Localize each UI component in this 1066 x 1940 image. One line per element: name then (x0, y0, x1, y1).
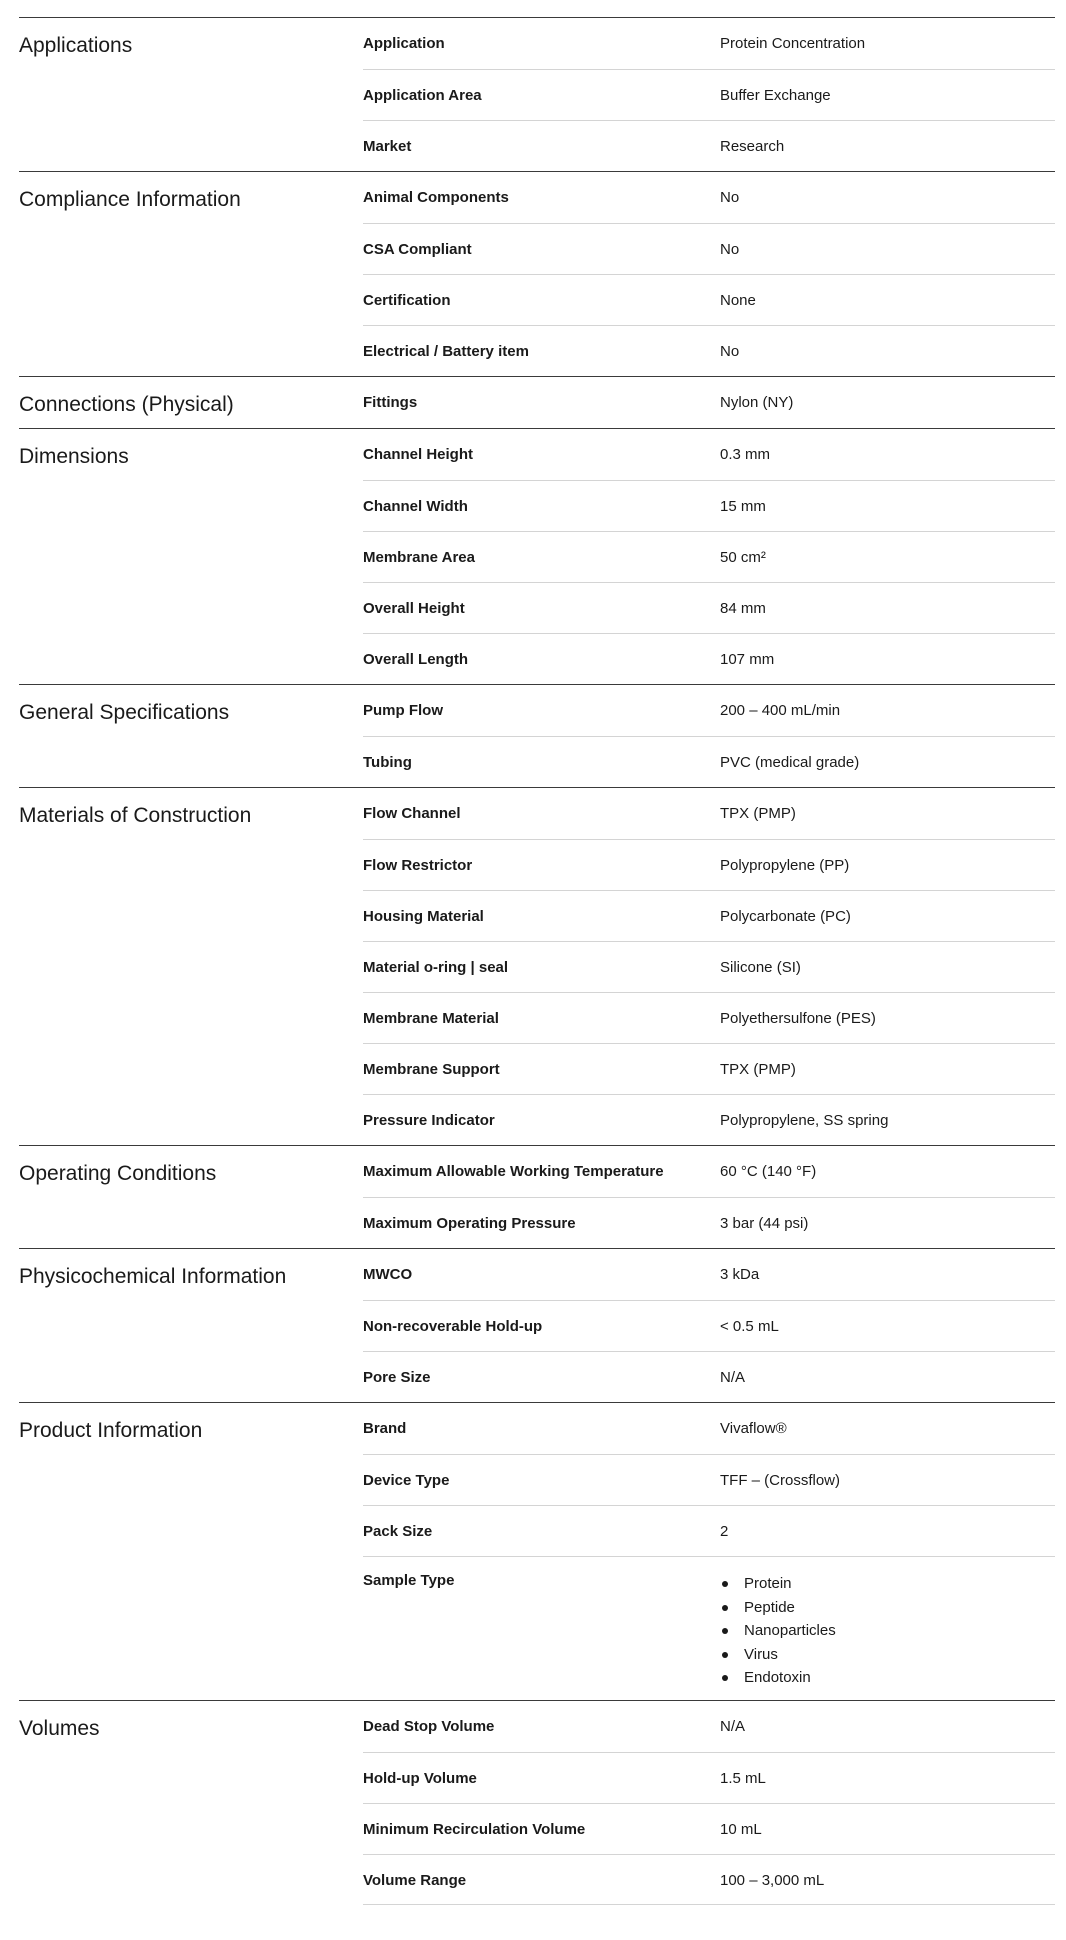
section-title: Materials of Construction (19, 804, 252, 827)
spec-value: 200 – 400 mL/min (720, 702, 841, 719)
spec-label: Application Area (363, 87, 482, 104)
spec-value: 60 °C (140 °F) (720, 1163, 817, 1180)
spec-value: 100 – 3,000 mL (720, 1871, 825, 1889)
spec-value: 2 (720, 1523, 729, 1540)
spec-label: Volume Range (363, 1871, 467, 1889)
spec-label: Pore Size (363, 1369, 431, 1386)
spec-value: 3 kDa (720, 1266, 760, 1283)
section-physicochemical-information (19, 1248, 1055, 1402)
spec-row (363, 1556, 1055, 1700)
spec-value: Vivaflow® (720, 1420, 787, 1437)
list-item-text: Protein (744, 1575, 792, 1592)
list-item-text: Endotoxin (744, 1669, 811, 1686)
spec-label: Housing Material (363, 908, 484, 925)
spec-label: Hold-up Volume (363, 1769, 477, 1787)
spec-row (363, 736, 1055, 787)
spec-row (363, 1094, 1055, 1145)
spec-rows (363, 429, 1055, 684)
spec-value: No (720, 241, 740, 258)
spec-row (363, 274, 1055, 325)
spec-value: Silicone (SI) (720, 959, 801, 976)
spec-label: Pump Flow (363, 702, 443, 719)
section-title: Operating Conditions (19, 1162, 217, 1185)
section-connections-physical (19, 376, 1055, 428)
spec-value: 50 cm² (720, 549, 766, 566)
spec-value: TPX (PMP) (720, 1061, 796, 1078)
spec-value: Buffer Exchange (720, 87, 831, 104)
spec-row (363, 531, 1055, 582)
spec-value: 10 mL (720, 1820, 762, 1838)
spec-row (363, 1146, 1055, 1197)
spec-row (363, 582, 1055, 633)
spec-value-list (720, 1557, 1055, 1700)
spec-rows (363, 1701, 1055, 1905)
spec-label: Application (363, 35, 445, 52)
spec-label: Membrane Material (363, 1010, 499, 1027)
section-title: Volumes (19, 1716, 100, 1740)
list-item (720, 1643, 1055, 1667)
spec-label: Overall Height (363, 600, 465, 617)
section-dimensions (19, 428, 1055, 684)
spec-row (363, 839, 1055, 890)
spec-value: N/A (720, 1717, 746, 1735)
section-title: Physicochemical Information (19, 1265, 287, 1288)
spec-row (363, 1803, 1055, 1854)
section-title: Connections (Physical) (19, 393, 234, 416)
spec-label: Sample Type (363, 1572, 455, 1589)
spec-value: N/A (720, 1369, 746, 1386)
spec-row (363, 120, 1055, 171)
spec-label: Material o-ring | seal (363, 959, 509, 976)
spec-row (363, 1249, 1055, 1300)
spec-rows (363, 685, 1055, 787)
spec-label: Membrane Area (363, 549, 475, 566)
spec-row (363, 480, 1055, 531)
spec-value: Polypropylene (PP) (720, 857, 850, 874)
section-title: Product Information (19, 1419, 203, 1442)
spec-label: Maximum Operating Pressure (363, 1215, 576, 1232)
spec-rows (363, 377, 1055, 428)
spec-rows (363, 172, 1055, 376)
spec-value: Protein Concentration (720, 35, 866, 52)
spec-value: No (720, 189, 740, 206)
bullet-icon (722, 1581, 728, 1587)
spec-rows (363, 18, 1055, 171)
spec-value: PVC (medical grade) (720, 754, 860, 771)
spec-label: CSA Compliant (363, 241, 472, 258)
spec-value: Polycarbonate (PC) (720, 908, 851, 925)
spec-row (363, 1752, 1055, 1803)
spec-row (363, 1300, 1055, 1351)
spec-row (363, 1701, 1055, 1752)
section-title: Dimensions (19, 445, 129, 468)
section-product-information (19, 1402, 1055, 1700)
spec-row (363, 992, 1055, 1043)
list-item (720, 1666, 1055, 1690)
spec-label: Fittings (363, 394, 418, 411)
spec-label: Tubing (363, 754, 412, 771)
spec-row (363, 223, 1055, 274)
section-applications (19, 17, 1055, 171)
spec-value: Polyethersulfone (PES) (720, 1010, 876, 1027)
bullet-icon (722, 1675, 728, 1681)
section-compliance-information (19, 171, 1055, 376)
section-title: Compliance Information (19, 188, 241, 211)
spec-label: Flow Restrictor (363, 857, 473, 874)
spec-value: Nylon (NY) (720, 394, 794, 411)
spec-label: Membrane Support (363, 1061, 500, 1078)
section-title: General Specifications (19, 701, 230, 724)
spec-value: 84 mm (720, 600, 766, 617)
spec-value: Polypropylene, SS spring (720, 1112, 889, 1129)
spec-row (363, 325, 1055, 376)
spec-rows (363, 1146, 1055, 1248)
bullet-icon (722, 1652, 728, 1658)
spec-label: Electrical / Battery item (363, 343, 529, 360)
spec-label: Dead Stop Volume (363, 1717, 495, 1735)
spec-row (363, 1454, 1055, 1505)
spec-row (363, 1403, 1055, 1454)
spec-row (363, 1505, 1055, 1556)
spec-label: Device Type (363, 1472, 450, 1489)
section-general-specifications (19, 684, 1055, 787)
section-volumes (19, 1700, 1055, 1905)
spec-row (363, 1043, 1055, 1094)
spec-row (363, 1197, 1055, 1248)
spec-row (363, 377, 1055, 428)
spec-row (363, 890, 1055, 941)
spec-row (363, 429, 1055, 480)
spec-row (363, 788, 1055, 839)
spec-value: TFF – (Crossflow) (720, 1472, 840, 1489)
spec-label: Brand (363, 1420, 407, 1437)
spec-label: Certification (363, 292, 451, 309)
spec-label: MWCO (363, 1266, 413, 1283)
list-item (720, 1596, 1055, 1620)
specification-table (19, 17, 1055, 1905)
section-title: Applications (19, 34, 133, 57)
list-item-text: Peptide (744, 1598, 795, 1616)
spec-label: Pressure Indicator (363, 1112, 495, 1129)
spec-row (363, 1351, 1055, 1402)
spec-row (363, 172, 1055, 223)
spec-value: 3 bar (44 psi) (720, 1215, 809, 1232)
spec-label: Channel Width (363, 498, 468, 515)
section-operating-conditions (19, 1145, 1055, 1248)
spec-label: Maximum Allowable Working Temperature (363, 1163, 664, 1180)
spec-row (363, 18, 1055, 69)
spec-value: 107 mm (720, 651, 775, 668)
spec-value: TPX (PMP) (720, 805, 796, 822)
spec-rows (363, 1403, 1055, 1700)
spec-value: Research (720, 138, 785, 155)
spec-row (363, 685, 1055, 736)
spec-value: None (720, 292, 756, 309)
spec-rows (363, 788, 1055, 1145)
spec-label: Market (363, 138, 412, 155)
spec-label: Pack Size (363, 1523, 433, 1540)
bullet-icon (722, 1605, 728, 1611)
list-item-text: Nanoparticles (744, 1622, 836, 1639)
spec-rows (363, 1249, 1055, 1402)
bullet-icon (722, 1628, 728, 1634)
spec-value: 1.5 mL (720, 1769, 766, 1787)
section-materials-of-construction (19, 787, 1055, 1145)
spec-row (363, 941, 1055, 992)
spec-label: Overall Length (363, 651, 469, 668)
spec-row (363, 633, 1055, 684)
spec-label: Animal Components (363, 189, 509, 206)
spec-label: Flow Channel (363, 805, 461, 822)
spec-label: Minimum Recirculation Volume (363, 1820, 586, 1838)
spec-row (363, 69, 1055, 120)
spec-value: < 0.5 mL (720, 1318, 779, 1335)
spec-value: No (720, 343, 740, 360)
spec-value: 0.3 mm (720, 446, 771, 463)
spec-row (363, 1854, 1055, 1905)
list-item (720, 1572, 1055, 1596)
list-item (720, 1619, 1055, 1643)
bullet-list (720, 1572, 1055, 1700)
spec-label: Non-recoverable Hold-up (363, 1318, 543, 1335)
list-item-text: Virus (744, 1645, 778, 1663)
spec-label: Channel Height (363, 446, 474, 463)
spec-value: 15 mm (720, 498, 766, 515)
